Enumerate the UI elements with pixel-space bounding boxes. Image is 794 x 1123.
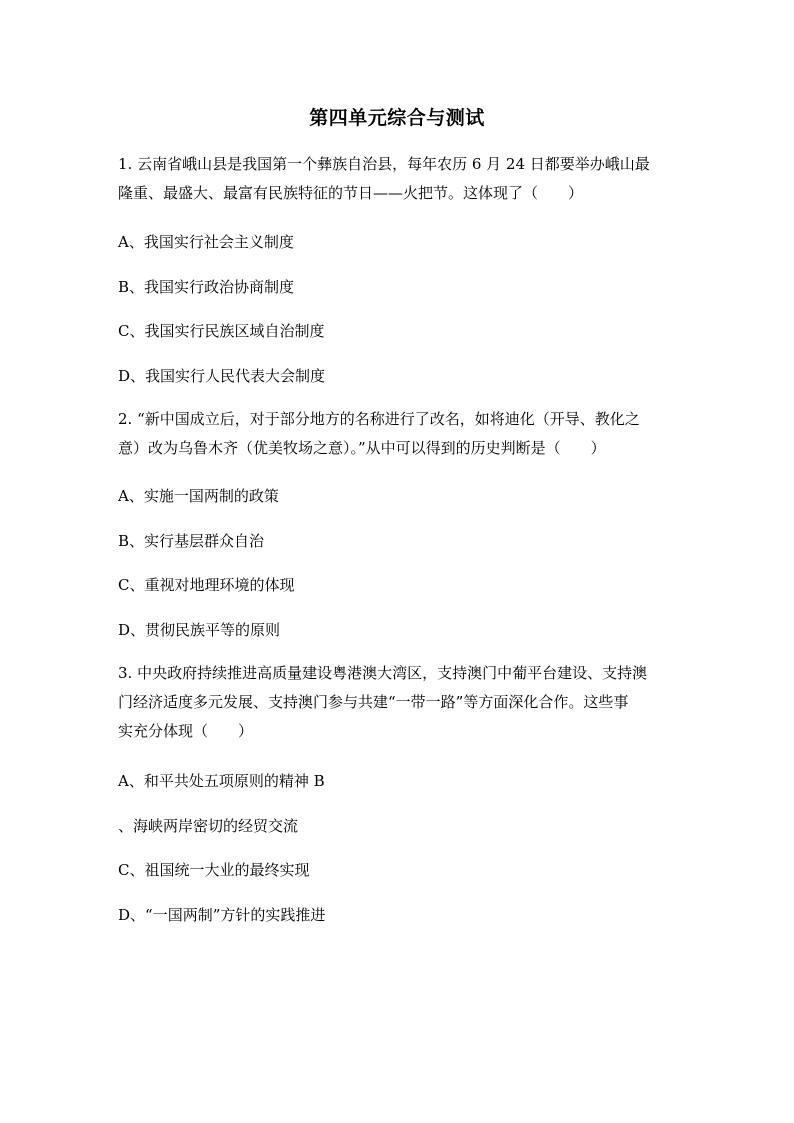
question-3-option-d: D、“一国两制”方针的实践推进 <box>118 906 326 924</box>
document-title: 第四单元综合与测试 <box>309 107 485 129</box>
question-1-option-c: C、我国实行民族区域自治制度 <box>118 322 325 340</box>
question-3-stem <box>118 659 678 746</box>
question-3-option-c: C、祖国统一大业的最终实现 <box>118 861 310 879</box>
question-2-option-a: A、实施一国两制的政策 <box>118 487 279 505</box>
question-2-option-c: C、重视对地理环境的体现 <box>118 576 295 594</box>
question-3-line-1: 3. 中央政府持续推进高质量建设粤港澳大湾区，支持澳门中葡平台建设、支持澳 <box>118 664 648 682</box>
question-3-option-a: A、和平共处五项原则的精神 B <box>118 772 325 790</box>
question-2-stem <box>118 405 678 463</box>
question-2-line-1: 2. “新中国成立后，对于部分地方的名称进行了改名，如将迪化（开导、教化之 <box>118 410 640 428</box>
question-2-option-b: B、实行基层群众自治 <box>118 532 265 550</box>
question-1-line-2: 隆重、最盛大、最富有民族特征的节日——火把节。这体现了（ ） <box>118 184 584 202</box>
question-1-option-d: D、我国实行人民代表大会制度 <box>118 367 326 385</box>
question-3-line-3: 实充分体现（ ） <box>118 722 254 740</box>
question-1-line-1: 1. 云南省峨山县是我国第一个彝族自治县，每年农历 6 月 24 日都要举办峨山最 <box>118 155 650 173</box>
question-2-line-2: 意）改为乌鲁木齐（优美牧场之意）。”从中可以得到的历史判断是（ ） <box>118 439 606 457</box>
question-1-option-a: A、我国实行社会主义制度 <box>118 233 294 251</box>
question-3-option-b: 、海峡两岸密切的经贸交流 <box>118 817 299 835</box>
question-2-option-d: D、贯彻民族平等的原则 <box>118 621 281 639</box>
question-3-line-2: 门经济适度多元发展、支持澳门参与共建“一带一路”等方面深化合作。这些事 <box>118 693 629 711</box>
question-1-option-b: B、我国实行政治协商制度 <box>118 278 295 296</box>
question-1-stem <box>118 150 678 208</box>
